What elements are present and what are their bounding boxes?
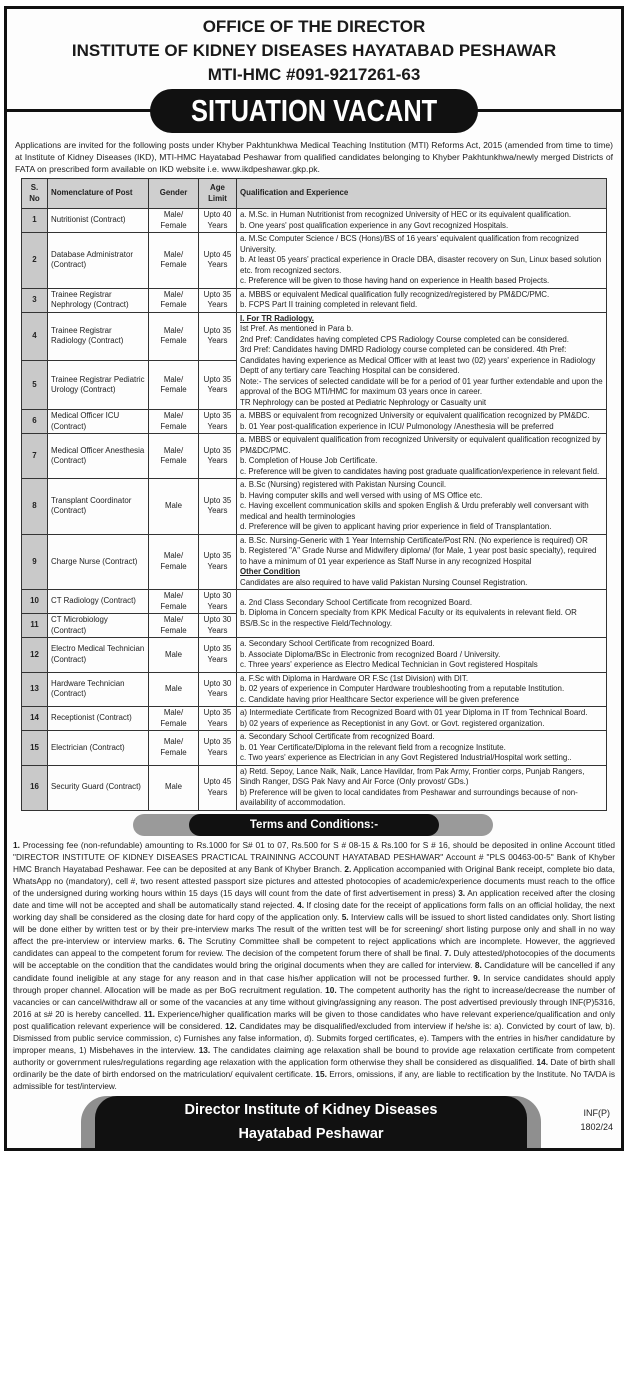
qual-line: c. Three years' experience as Electro Medical Technician in Govt registered Hospitals (240, 660, 538, 669)
table-row (22, 707, 607, 731)
row-gender: Male/ Female (149, 288, 199, 312)
qual-line: c. Candidate having prior Healthcare Sector experience will be given preference (240, 694, 519, 704)
qual-line: a. MBBS or equivalent Medical qualification fully recognized/registered by PM&DC/PMC. (240, 289, 550, 299)
row-sno: 9 (22, 534, 48, 590)
term-number: 6. (177, 936, 185, 947)
term-number: 14. (536, 1057, 549, 1068)
table-row (22, 312, 607, 361)
row-qualification (237, 434, 607, 479)
row-gender: Male/ Female (149, 434, 199, 479)
term-text: Candidature will be cancelled if any candidate found ineligible at any stage for any reason and in that case his/her application will not be processed further. (13, 960, 615, 983)
term-text: Experience/higher qualification marks will be given to those candidates who have relevant experience/qualification and only post qualification relevant experience will be considered. (13, 1008, 615, 1031)
row-gender: Male (149, 479, 199, 535)
qual-line: a. MBBS or equivalent qualification from recognized University or equivalent qualification recognized by PM&DC/PMC. (240, 435, 601, 455)
qual-line: b. Registered "A" Grade Nurse and Midwifery diploma/ (for Male, 1 year post basic specialty), required to have a minimum of 01 year experience as Staff Nurse in any recognized Hospital (240, 546, 597, 566)
term-text: Errors, omissions, if any, are liable to rectification by the Institute. No TA/DA is admissible for test/interview. (13, 1069, 615, 1092)
row-gender: Male/ Female (149, 410, 199, 434)
row-sno: 6 (22, 410, 48, 434)
qual-heading: I. For TR Radiology. (240, 313, 314, 323)
term-text: Candidates may be disqualified/excluded from interview if he/she is: a). Convicted by court of law, b). Dismissed from public service commission, c) Furnishes any false information, d). Submits forged certificates, e). Tampers with the entries in his/her candidature by improper means, 1) Misbehaves in the interview. (13, 1020, 616, 1056)
table-row (22, 534, 607, 590)
table-row (22, 434, 607, 479)
qual-line: c. Two years' experience as Electrician in any Govt Registered Industrial/Hospital work setting.. (240, 753, 572, 762)
row-gender: Male/ Female (149, 361, 199, 410)
row-sno: 12 (22, 638, 48, 673)
row-post: Charge Nurse (Contract) (48, 534, 149, 590)
term-text: If closing date for the receipt of applications form falls on an official holiday, the next working day shall be considered as the closing date for hard copy of the application only. (13, 899, 615, 923)
qual-line: b. Completion of House Job Certificate. (240, 456, 378, 465)
qual-line: c. Having excellent communication skills and spoken English & Urdu preferably well conversant with medical and health terminologies (240, 501, 589, 521)
qual-line: a. Secondary School Certificate from recognized Board. (240, 639, 435, 648)
row-sno: 15 (22, 731, 48, 766)
table-row (22, 638, 607, 673)
qual-line: b. Associate Diploma/BSc in Electronic from recognized Board / University. (240, 649, 501, 659)
row-post: Database Administrator (Contract) (48, 233, 149, 289)
row-qualification (237, 707, 607, 731)
header-post: Nomenclature of Post (48, 179, 149, 209)
row-gender: Male (149, 638, 199, 673)
row-post: Trainee Registrar Nephrology (Contract) (48, 288, 149, 312)
term-text: Processing fee (non-refundable) amounting to Rs.1000 for S# 01 to 07, Rs.500 for S # 08-15 & Rs.100 for S # 16, should be deposited in online Account titled "DIRECTOR INSTITUTE OF KIDNEY DISEASES PRACTICAL TRAININNG ACCOUNT HAYATABAD PESHAWAR" Account # "PLS 00463-00-5" Bank of Khyber HMC Branch Hayatabad Peshawar. Fee can be deposited at any Bank of Khyber Branch. (13, 839, 615, 874)
posts-table-wrap (7, 178, 621, 811)
qual-line: d. Preference will be given to applicant having prior experience in field of Transplantation. (240, 522, 552, 531)
footer-row (7, 1094, 621, 1148)
table-row (22, 410, 607, 434)
qual-line: b. FCPS Part II training completed in relevant field. (240, 300, 418, 309)
row-age: Upto 45 Years (199, 233, 237, 289)
row-qualification (237, 534, 607, 590)
institute-title: INSTITUTE OF KIDNEY DISEASES HAYATABAD PESHAWAR (71, 41, 557, 60)
term-text: Duly attested/photocopies of the documents will be acceptable on the condition that the candidates would bring the original documents when they are called for interview. (13, 948, 615, 971)
situation-vacant-banner (150, 89, 478, 133)
qual-line: 3rd Pref: Candidates having DMRD Radiology course completed can be considered. 4th Pref: Candidates having experience as Medical Officer with at least two (02) years' experience in Radiology Deptt of any tertiary care Teaching Hospital can be considered. (240, 345, 596, 375)
posts-table (21, 178, 607, 811)
table-row (22, 288, 607, 312)
table-row (22, 209, 607, 233)
row-post: CT Radiology (Contract) (48, 590, 149, 614)
term-text: Date of birth shall ordinarily be the date of birth endorsed on the matriculation/ equivalent certificate. (13, 1057, 615, 1080)
row-qualification (237, 233, 607, 289)
term-number: 3. (458, 887, 466, 898)
table-row (22, 731, 607, 766)
row-age: Upto 35 Years (199, 288, 237, 312)
qual-line: b. 01 Year Certificate/Diploma in the relevant field from a recognize Institute. (240, 742, 506, 752)
term-number: 8. (474, 960, 482, 971)
term-number: 13. (198, 1045, 211, 1056)
qual-line: b. 01 Year post-qualification experience in ICU/ Pulmonology /Anesthesia will be preferred (240, 421, 554, 431)
contact-number: MTI-HMC #091-9217261-63 (207, 65, 421, 84)
header-sno: S. No (22, 179, 48, 209)
inf-code: INF(P) (583, 1108, 610, 1119)
term-number: 15. (315, 1069, 327, 1080)
qual-line: Note:- The services of selected candidate will be for a period of 01 year further extendable and upon the approval of the BOG MTI/HMC for maximum 03 years once in career. (240, 376, 603, 396)
table-row (22, 590, 607, 614)
row-gender: Male/ Female (149, 534, 199, 590)
row-qualification (237, 312, 607, 410)
terms-paragraph (13, 839, 615, 1093)
row-age: Upto 35 Years (199, 434, 237, 479)
qual-line: a. M.Sc Computer Science / BCS (Hons)/BS of 16 years' equivalent qualification from recognized University. (240, 234, 579, 254)
row-sno: 3 (22, 288, 48, 312)
qual-line: a. Secondary School Certificate from recognized Board. (240, 732, 435, 741)
row-sno: 1 (22, 209, 48, 233)
qual-line: b) Preference will be given to local candidates from Peshawar and surroundings because of non-availability of accommodation. (240, 787, 578, 807)
qual-line: a. B.Sc. Nursing-Generic with 1 Year Internship Certificate/Post RN. (No experience is required) OR (240, 535, 588, 545)
row-post: Hardware Technician (Contract) (48, 672, 149, 707)
row-post: Electrician (Contract) (48, 731, 149, 766)
row-gender: Male (149, 672, 199, 707)
intro-paragraph: Applications are invited for the following posts under Khyber Pakhtunkhwa Medical Teaching Institution (MTI) Reforms Act, 2015 (amended from time to time) at Institute of Kidney Diseases (IKD), MTI-HMC Hayatabad Peshawar from qualified candidates belonging to Khyber Pakhtunkhwa/newly merged Districts of FATA on prescribed form available on IKD website i.e. www.ikdpeshawar.gkp.pk. (15, 140, 613, 174)
term-number: 1. (13, 839, 20, 850)
row-qualification (237, 731, 607, 766)
row-gender: Male/ Female (149, 731, 199, 766)
row-gender: Male (149, 765, 199, 810)
row-qualification (237, 590, 607, 638)
table-row (22, 233, 607, 289)
inf-reference (580, 1106, 613, 1134)
header-gender: Gender (149, 179, 199, 209)
qual-line: a) Retd. Sepoy, Lance Naik, Naik, Lance Havildar, from Pak Army, Frontier corps, Punjab Rangers, Sindh Ranger, DSG Pak Navy and Air Force (Only provost/ GDs.) (240, 766, 585, 786)
banner-row (7, 89, 621, 135)
qual-line: a. 2nd Class Secondary School Certificate from recognized Board. (240, 597, 473, 607)
row-post: Medical Officer ICU (Contract) (48, 410, 149, 434)
row-age: Upto 35 Years (199, 410, 237, 434)
signature-block (95, 1096, 527, 1148)
qual-line: a. M.Sc. in Human Nutritionist from recognized University of HEC or its equivalent qualification. (240, 210, 572, 219)
term-number: 2. (344, 863, 352, 874)
term-text: The competent authority has the right to increase/decrease the number of vacancies or can cancel/withdraw all or some of the vacancies at any time without giving/assigning any reason. The post advertised previously through INF(P)5316, 2016 at s# 20 is hereby cancelled. (13, 984, 616, 1019)
row-qualification (237, 410, 607, 434)
row-sno: 5 (22, 361, 48, 410)
row-sno: 10 (22, 590, 48, 614)
header-qualification: Qualification and Experience (237, 179, 607, 209)
table-header-row (22, 179, 607, 209)
row-gender: Male/ Female (149, 590, 199, 614)
qual-line: Candidates are also required to have valid Pakistan Nursing Counsel Registration. (240, 577, 528, 587)
advertisement-frame (4, 6, 624, 1151)
term-text: An application received after the closing date and time will not be accepted and shall be automatically stand rejected. (13, 887, 615, 910)
terms-heading: Terms and Conditions:- (189, 814, 439, 836)
office-title: OFFICE OF THE DIRECTOR (202, 17, 426, 36)
row-sno: 7 (22, 434, 48, 479)
qual-line: BS/B.Sc in the respective Field/Technology. (240, 618, 393, 628)
row-age: Upto 35 Years (199, 361, 237, 410)
qual-line: a. F.Sc with Diploma in Hardware OR F.Sc (1st Division) with DIT. (240, 673, 469, 683)
qual-line: a. MBBS or equivalent from recognized University or equivalent qualification recognized by PM&DC. (240, 411, 590, 420)
row-qualification (237, 672, 607, 707)
term-number: 12. (225, 1020, 237, 1031)
row-post: Trainee Registrar Pediatric Urology (Contract) (48, 361, 149, 410)
qual-line: Ist Pref. As mentioned in Para b. (240, 324, 354, 333)
row-post: Security Guard (Contract) (48, 765, 149, 810)
row-qualification (237, 209, 607, 233)
row-age: Upto 35 Years (199, 731, 237, 766)
row-sno: 4 (22, 312, 48, 361)
qual-line: b. 02 years of experience in Computer Hardware troubleshooting from a reputable Institution. (240, 684, 565, 693)
header-age: Age Limit (199, 179, 237, 209)
row-age: Upto 35 Years (199, 707, 237, 731)
row-gender: Male/ Female (149, 707, 199, 731)
row-sno: 13 (22, 672, 48, 707)
row-age: Upto 30 Years (199, 590, 237, 614)
table-row (22, 479, 607, 535)
term-number: 5. (341, 912, 349, 923)
qual-heading: Other Condition (240, 567, 301, 576)
row-age: Upto 45 Years (199, 765, 237, 810)
row-sno: 8 (22, 479, 48, 535)
row-post: Nutritionist (Contract) (48, 209, 149, 233)
qual-line: b. Having computer skills and well versed with using of MS Office etc. (240, 490, 483, 500)
qual-line: c. Preference will be given to those having hand on experience in Health based Projects. (240, 276, 550, 285)
term-text: The candidates claiming age relaxation shall be bound to provide age relaxation certificate from competent authority or government rules/regulations regarding age relaxation with the application form otherwise they shall be considered as disqualified. (13, 1045, 615, 1068)
term-number: 9. (473, 972, 481, 983)
signatory-location: Hayatabad Peshawar (238, 1126, 384, 1143)
row-sno: 2 (22, 233, 48, 289)
row-post: CT Microbiology (Contract) (48, 614, 149, 638)
banner-text: SITUATION VACANT (190, 93, 438, 128)
table-row (22, 672, 607, 707)
row-sno: 11 (22, 614, 48, 638)
row-post: Receptionist (Contract) (48, 707, 149, 731)
qual-line: c. Preference will be given to candidates having post graduate qualification/experience in relevant field. (240, 466, 600, 476)
qual-line: TR Nephrology can be posted at Pediatric Nephrology or Casualty unit (240, 397, 487, 407)
row-post: Trainee Registrar Radiology (Contract) (48, 312, 149, 361)
qual-line: a. B.Sc (Nursing) registered with Pakistan Nursing Council. (240, 480, 447, 489)
qual-line: b. One years' post qualification experience in any Govt recognized Hospitals. (240, 220, 509, 230)
row-post: Electro Medical Technician (Contract) (48, 638, 149, 673)
row-qualification (237, 765, 607, 810)
terms-heading-row (7, 813, 621, 837)
term-number: 7. (444, 948, 452, 959)
qual-line: a) Intermediate Certificate from Recognized Board with 01 year Diploma in IT from Technical Board. (240, 708, 588, 717)
qual-line: b) 02 years of experience as Receptionist in any Govt. or Govt. registered organization. (240, 718, 545, 728)
row-post: Medical Officer Anesthesia (Contract) (48, 434, 149, 479)
signatory-title: Director Institute of Kidney Diseases (184, 1102, 438, 1119)
term-text: The Scrutiny Committee shall be competent to reject applications which are incomplete. However, the aggrieved candidates can appeal to the competent forum for review. The decision of the competent forum there of shall be final. (13, 936, 616, 959)
term-text: Application accompanied with Original Bank receipt, complete bio data, WhatsApp no (mandatory), cell #, two resent attested passport size pictures and attested photocopies of academic/experience documents must reach to the office of the undersigned during working hours within 15 days (15 days will count from the date of first advertisement in press) (13, 863, 615, 898)
row-age: Upto 35 Years (199, 534, 237, 590)
row-gender: Male/ Female (149, 614, 199, 638)
row-sno: 16 (22, 765, 48, 810)
term-number: 11. (143, 1008, 155, 1019)
row-sno: 14 (22, 707, 48, 731)
row-age: Upto 35 Years (199, 638, 237, 673)
qual-line: 2nd Pref: Candidates having completed CPS Radiology Course completed can be considered. (240, 334, 569, 344)
qual-line: b. At least 05 years' practical experience in Oracle DBA, disaster recovery on Sun, Linux based solution etc. from recognized sectors. (240, 255, 602, 275)
term-number: 4. (297, 899, 305, 910)
table-row (22, 765, 607, 810)
row-qualification (237, 288, 607, 312)
inf-number: 1802/24 (580, 1122, 613, 1133)
row-age: Upto 30 Years (199, 614, 237, 638)
term-text: In service candidates should apply through proper channel. Allocation will be made as per BoG recruitment regulation. (13, 972, 616, 995)
row-qualification (237, 638, 607, 673)
row-gender: Male/ Female (149, 233, 199, 289)
row-age: Upto 30 Years (199, 672, 237, 707)
row-gender: Male/ Female (149, 209, 199, 233)
row-post: Transplant Coordinator (Contract) (48, 479, 149, 535)
term-text: Interview calls will be issued to short listed candidates only. Short listing will be done either by written test or by their pre-interview marks The result of the written test will be for screening/ short listing purpose only and shall in no way affect the pre-interview or interview marks. (13, 912, 615, 947)
row-age: Upto 40 Years (199, 209, 237, 233)
term-number: 10. (325, 984, 337, 995)
row-gender: Male/ Female (149, 312, 199, 361)
row-age: Upto 35 Years (199, 479, 237, 535)
qual-line: b. Diploma in Concern specialty from KPK Medical Faculty or its equivalents in relevant field. OR (240, 608, 577, 618)
row-qualification (237, 479, 607, 535)
row-age: Upto 35 Years (199, 312, 237, 361)
